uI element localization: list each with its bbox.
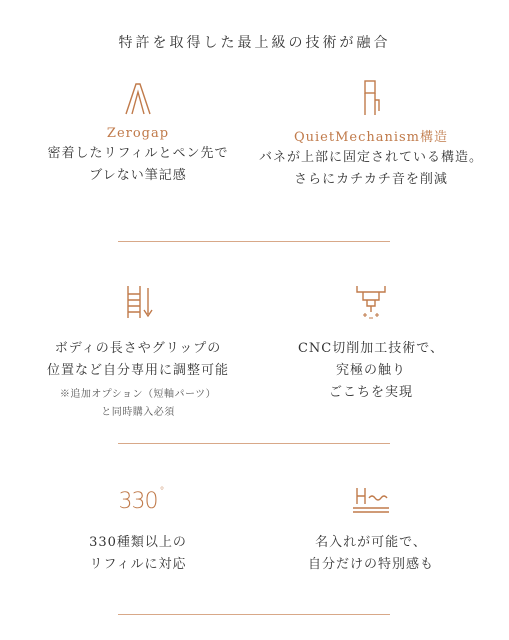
feature-adjustable: [23, 282, 253, 422]
feature-text: 名入れが可能で、 自分だけの特別感も: [307, 535, 434, 572]
feature-text: ボディの長さやグリップの 位置など自分専用に調整可能: [46, 341, 229, 378]
feature-text: CNC切削加工技術で、 究極の触り ごこちを実現: [297, 341, 444, 400]
feature-name: Zerogap: [106, 126, 170, 141]
section-divider: [118, 614, 390, 615]
section-divider: [118, 443, 390, 444]
feature-text: 密着したリフィルとペン先で ブレない筆記感: [47, 146, 229, 183]
feature-text: バネが上部に固定されている構造。 さらにカチカチ音を削減: [258, 150, 483, 187]
feature-cnc: [256, 282, 486, 404]
feature-name: QuietMechanism構造: [293, 130, 449, 145]
refill-count-icon: 330 °: [118, 485, 164, 514]
feature-text: 330種類以上の リフィルに対応: [89, 535, 187, 572]
feature-engrave: [256, 484, 486, 576]
feature-zerogap: [23, 78, 253, 187]
feature-note: ※追加オプション（短軸パーツ） と同時購入必須: [59, 389, 217, 418]
adjust-icon: [118, 282, 158, 322]
feature-refill: [23, 484, 253, 576]
cnc-icon: [351, 282, 391, 322]
tip-icon: [118, 78, 158, 118]
section-divider: [118, 241, 390, 242]
engrave-icon: [351, 484, 391, 518]
spring-icon: [351, 78, 391, 118]
feature-quiet-mechanism: [256, 78, 486, 191]
page-title: 特許を取得した最上級の技術が融合: [118, 35, 391, 51]
